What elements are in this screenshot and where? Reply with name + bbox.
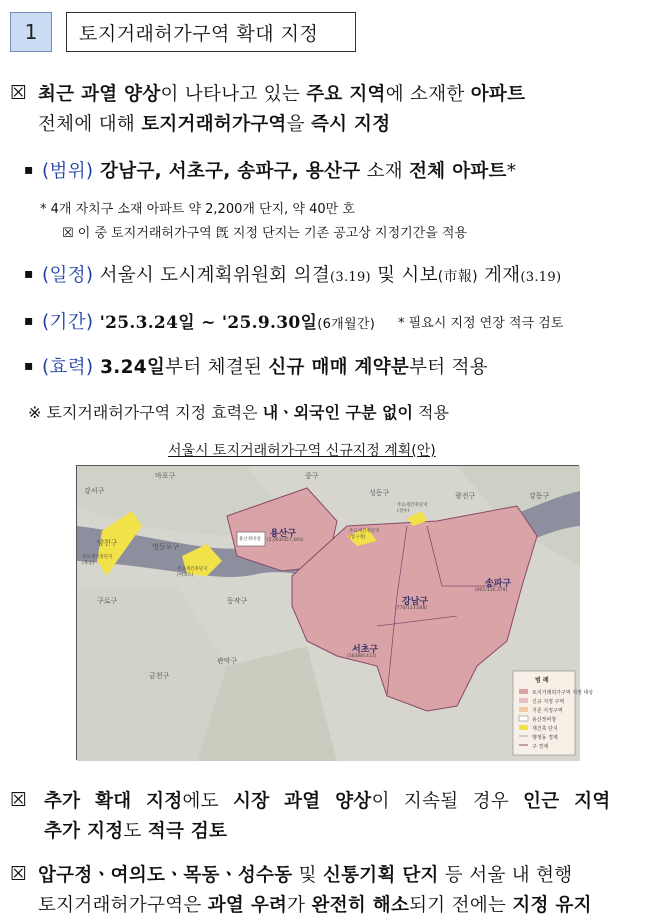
- text-run: 등 서울 내 현행: [438, 865, 573, 886]
- map-label: 동작구: [227, 597, 248, 605]
- district-label: 송파구: [485, 579, 512, 589]
- zone-label: 주요재건축단지 (압구정): [349, 529, 380, 540]
- map-label: 관악구: [217, 657, 238, 665]
- map-label: 영등포구: [152, 543, 180, 551]
- legend-item: 행정동 경계: [532, 735, 558, 741]
- legend-item: 구 경계: [532, 744, 549, 750]
- text-run: 지정 유지: [512, 895, 592, 916]
- para3-line2: [38, 891, 592, 917]
- period-range: '25.3.24일 ~ '25.9.30일: [93, 313, 318, 333]
- checkbox-icon: ☒: [10, 82, 28, 104]
- text-run: 전체 아파트: [409, 161, 507, 182]
- bullet-icon: ▪: [24, 162, 34, 178]
- period-line: (기간) '25.3.24일 ~ '25.9.30일(6개월간): [42, 312, 376, 333]
- text-run: 토지거래허가구역: [141, 114, 287, 135]
- effect-line: [42, 353, 488, 379]
- legend-item: 기존 지정구역: [532, 708, 563, 714]
- text-run: 이 나타나고 있는: [160, 84, 307, 105]
- text-run: 과열 우려: [207, 895, 288, 916]
- map-label: 강동구: [529, 492, 550, 500]
- text-run: 전체에 대해: [38, 114, 142, 135]
- text-run: 내ㆍ외국인 구분 없이: [262, 403, 413, 422]
- bullet-icon: ▪: [24, 266, 34, 282]
- scope-line: [42, 157, 516, 183]
- checkbox-icon: ☒: [10, 863, 28, 885]
- para2-line1: [44, 787, 611, 813]
- text-run: 소재: [360, 161, 410, 182]
- text-run: 이 지속될 경우: [371, 791, 524, 812]
- text-run: 부터 적용: [409, 357, 488, 378]
- text-run: 에 소재한: [385, 84, 471, 105]
- text-run: 인근 지역: [523, 791, 611, 812]
- district-label: 강남구: [402, 597, 429, 607]
- schedule-label: (일정): [42, 265, 94, 286]
- text-run: 토지거래허가구역 지정 효력은: [41, 403, 263, 422]
- para1-line2: [38, 110, 390, 136]
- text-run: 시장 과열 양상: [233, 791, 372, 812]
- zone-label: 주요재건축단지 (목동): [82, 555, 113, 566]
- map-label: 금천구: [149, 672, 170, 680]
- period-note: * 필요시 지정 연장 적극 검토: [398, 316, 564, 331]
- bullet-icon: ▪: [24, 313, 34, 329]
- map-label: 성동구: [369, 489, 390, 497]
- map-label: 구로구: [97, 597, 118, 605]
- schedule-line: (일정) 서울시 도시계획위원회 의결(3.19) 및 시보(市報) 게재(3.19): [42, 265, 562, 286]
- text-run: 신통기획 단지: [322, 865, 439, 886]
- para1-line1: [38, 80, 525, 106]
- map-label: 양천구: [97, 539, 118, 547]
- section-title-box: [66, 12, 356, 52]
- section-number: 1: [24, 20, 38, 44]
- remark-mark: ※: [28, 403, 42, 422]
- text-run: 주요 지역: [306, 84, 386, 105]
- map-label: 강서구: [84, 487, 105, 495]
- map-graphic: [77, 466, 580, 761]
- district-sub-label: (563/80,411): [347, 654, 377, 659]
- district-label: 용산구: [270, 529, 297, 539]
- legend-item: 토지거래허가구역 지정 대상: [532, 690, 594, 696]
- district-sub-label: (901/130,379): [475, 588, 508, 593]
- text-run: 강남구, 서초구, 송파구, 용산구: [93, 161, 361, 182]
- district-label: 서초구: [352, 645, 379, 655]
- text-run: 및: [292, 865, 323, 886]
- text-run: 도: [123, 821, 148, 842]
- legend-item: 용산정비창: [532, 717, 557, 723]
- text-run: 되기 전에는: [409, 895, 513, 916]
- checkbox-icon: ☒: [10, 789, 28, 811]
- text-run: 을: [286, 114, 311, 135]
- para2-line2: [44, 817, 227, 843]
- text-run: 완전히 해소: [311, 895, 410, 916]
- para3-line1: [38, 861, 572, 887]
- text-run: *: [506, 161, 517, 182]
- map-label: 마포구: [155, 472, 176, 480]
- scope-note1: * 4개 자치구 소재 아파트 약 2,200개 단지, 약 40만 호: [40, 202, 355, 217]
- district-sub-label: (2,063/357,493): [267, 538, 304, 543]
- legend-item: 신규 지정 구역: [532, 699, 565, 705]
- period-label: (기간): [42, 312, 94, 333]
- legend-title: 범 례: [535, 677, 549, 684]
- legend-item: 재건축 단지: [532, 726, 558, 732]
- text-run: 신규 매매 계약분: [268, 357, 410, 378]
- text-run: 최근 과열 양상: [38, 84, 161, 105]
- text-run: 3.24일: [93, 357, 166, 378]
- zone-label: 주요재건축단지 (성수): [397, 503, 428, 514]
- scope-note2: ☒ 이 중 토지거래허가구역 旣 지정 단지는 기존 공고상 지정기간을 적용: [62, 226, 468, 241]
- text-run: 적극 검토: [147, 821, 228, 842]
- map-label: 광진구: [455, 492, 476, 500]
- section-title: 토지거래허가구역 확대 지정: [79, 22, 319, 45]
- text-run: 추가 지정: [44, 821, 124, 842]
- text-run: 압구정ㆍ여의도ㆍ목동ㆍ성수동: [38, 865, 293, 886]
- text-run: 부터 체결된: [165, 357, 269, 378]
- text-run: 추가 확대 지정: [44, 791, 183, 812]
- district-sub-label: (770/113,048): [395, 606, 428, 611]
- zone-label: 주요재건축단지 (여의도): [177, 567, 208, 578]
- text-run: 즉시 지정: [310, 114, 391, 135]
- map-title: 서울시 토지거래허가구역 신규지정 계획(안): [168, 443, 436, 459]
- text-run: 가: [287, 895, 312, 916]
- text-run: 토지거래허가구역은: [38, 895, 208, 916]
- remark-line: [28, 400, 449, 423]
- scope-label: (범위): [42, 161, 94, 182]
- scope-text: [93, 161, 516, 182]
- zone-label: 용산정비창: [239, 537, 261, 542]
- effect-label: (효력): [42, 357, 94, 378]
- map: [76, 465, 594, 760]
- text-run: 에도: [182, 791, 234, 812]
- text-run: 적용: [412, 403, 449, 422]
- map-label: 중구: [305, 472, 319, 480]
- text-run: 아파트: [470, 84, 526, 105]
- section-number-box: [10, 12, 52, 52]
- bullet-icon: ▪: [24, 358, 34, 374]
